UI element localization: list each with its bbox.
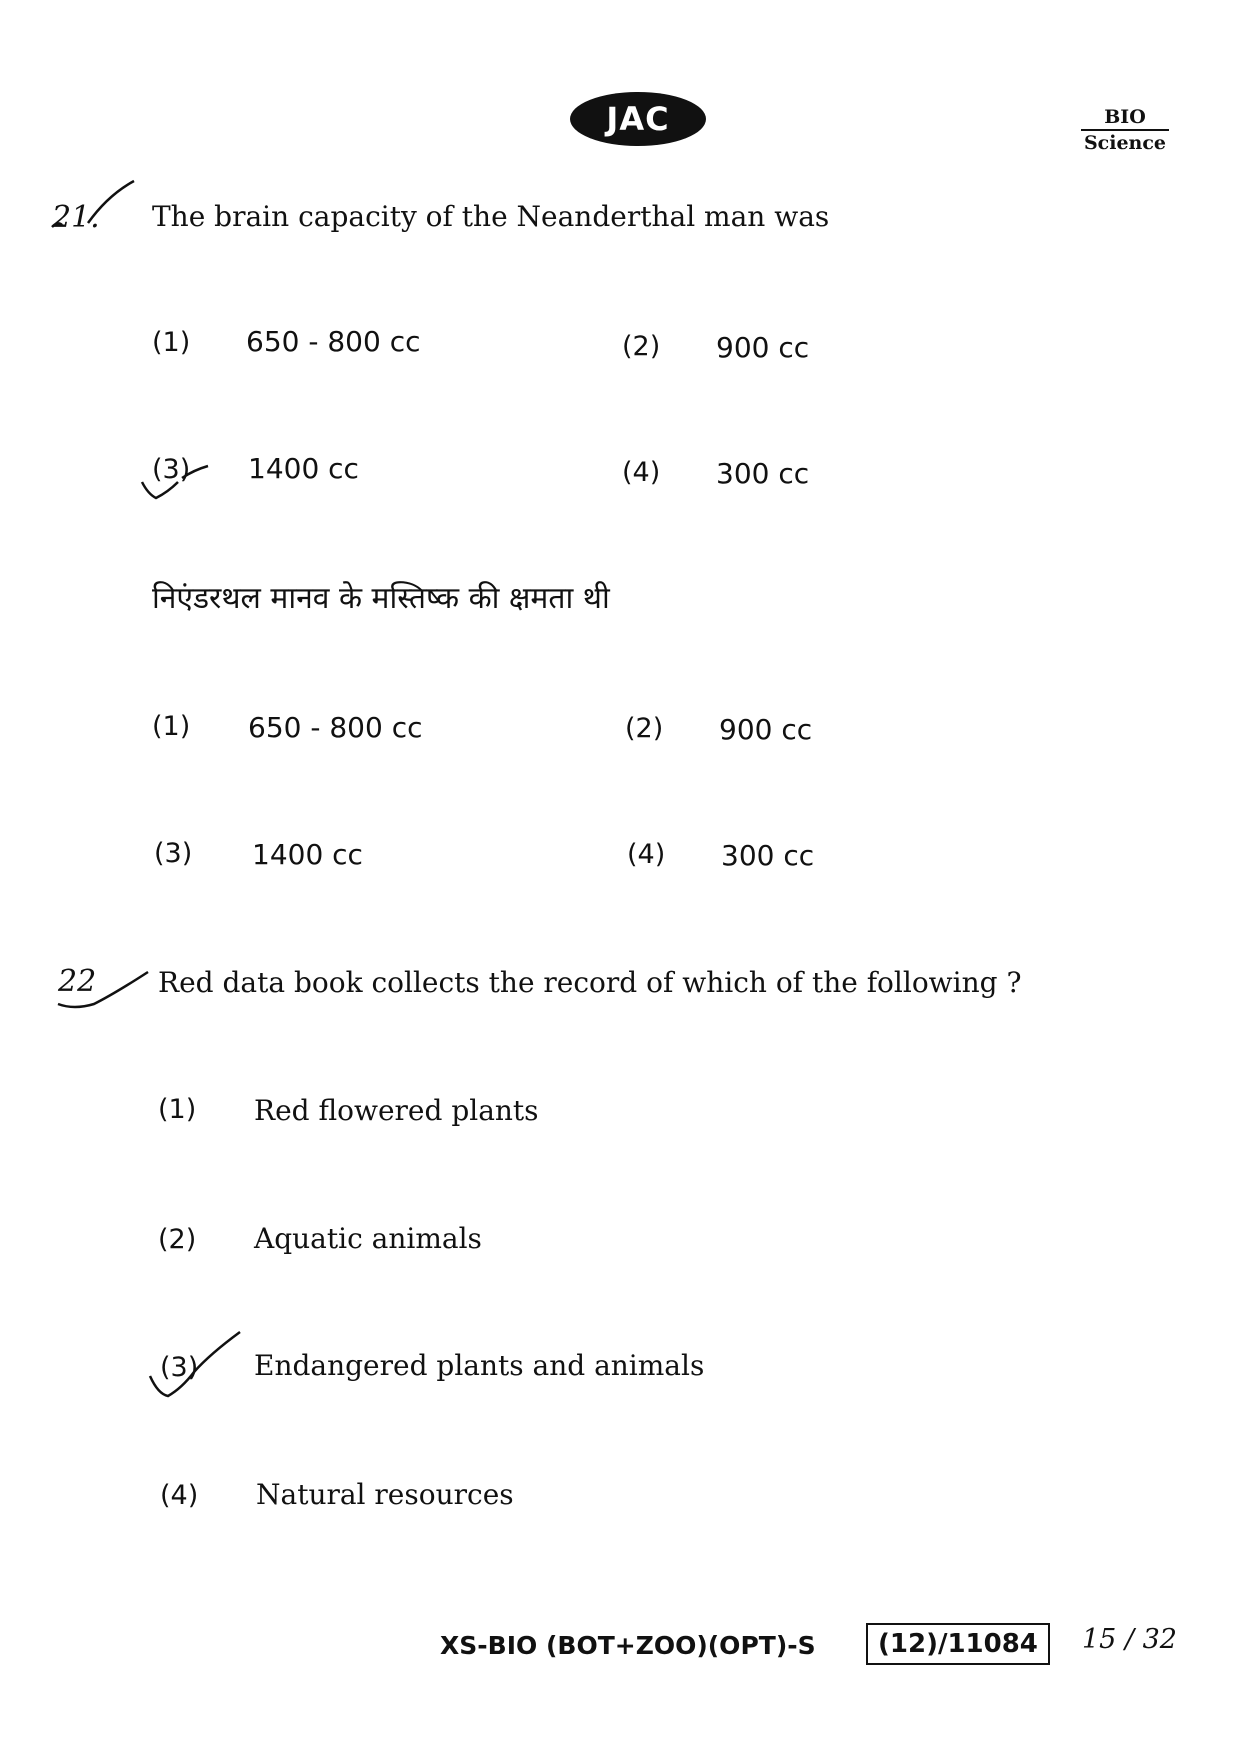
subject-bottom: Science [1083,132,1167,154]
q22-option-3-text: Endangered plants and animals [254,1349,705,1382]
paper-box-code: (12)/11084 [866,1623,1050,1665]
q21-hi-option-2-text: 900 cc [719,713,813,746]
subject-top: BIO [1081,106,1169,131]
jac-logo: JAC [570,92,706,146]
q22-option-4-number: (4) [160,1480,199,1511]
question-21-number: 21. [52,200,100,235]
question-22-text: Red data book collects the record of which of the following ? [158,966,1022,999]
q21-hi-option-4-number: (4) [627,839,666,870]
q21-hi-option-2-number: (2) [625,713,664,744]
q21-hi-option-4-text: 300 cc [721,839,815,872]
q21-en-option-2-text: 900 cc [716,331,810,364]
q22-option-1-number: (1) [158,1094,197,1125]
question-22-number: 22 [58,964,97,999]
q21-en-option-4-number: (4) [622,457,661,488]
checkmark-icon [138,452,218,504]
q22-option-4-text: Natural resources [256,1478,514,1511]
q21-hi-option-3-text: 1400 cc [252,838,363,871]
q21-en-option-3-text: 1400 cc [248,452,359,485]
question-21-hindi-text: निएंडरथल मानव के मस्तिष्क की क्षमता थी [152,581,610,616]
subject-label [1075,106,1175,155]
q22-option-2-number: (2) [158,1224,197,1255]
q21-en-option-1-text: 650 - 800 cc [246,325,421,358]
checkmark-icon [54,960,154,1016]
q21-en-option-3-number: (3) [152,454,191,485]
page-number: 15 / 32 [1082,1624,1177,1655]
checkmark-icon [146,1328,246,1402]
q21-en-option-1-number: (1) [152,327,191,358]
paper-code: XS-BIO (BOT+ZOO)(OPT)-S [440,1631,816,1660]
checkmark-icon [48,175,138,235]
q21-hi-option-3-number: (3) [154,838,193,869]
q21-hi-option-1-text: 650 - 800 cc [248,711,423,744]
q22-option-1-text: Red flowered plants [254,1094,539,1127]
question-21-text: The brain capacity of the Neanderthal man was [152,200,830,233]
q22-option-2-text: Aquatic animals [254,1222,482,1255]
q21-en-option-4-text: 300 cc [716,457,810,490]
q22-option-3-number: (3) [160,1352,199,1383]
q21-hi-option-1-number: (1) [152,711,191,742]
q21-en-option-2-number: (2) [622,331,661,362]
